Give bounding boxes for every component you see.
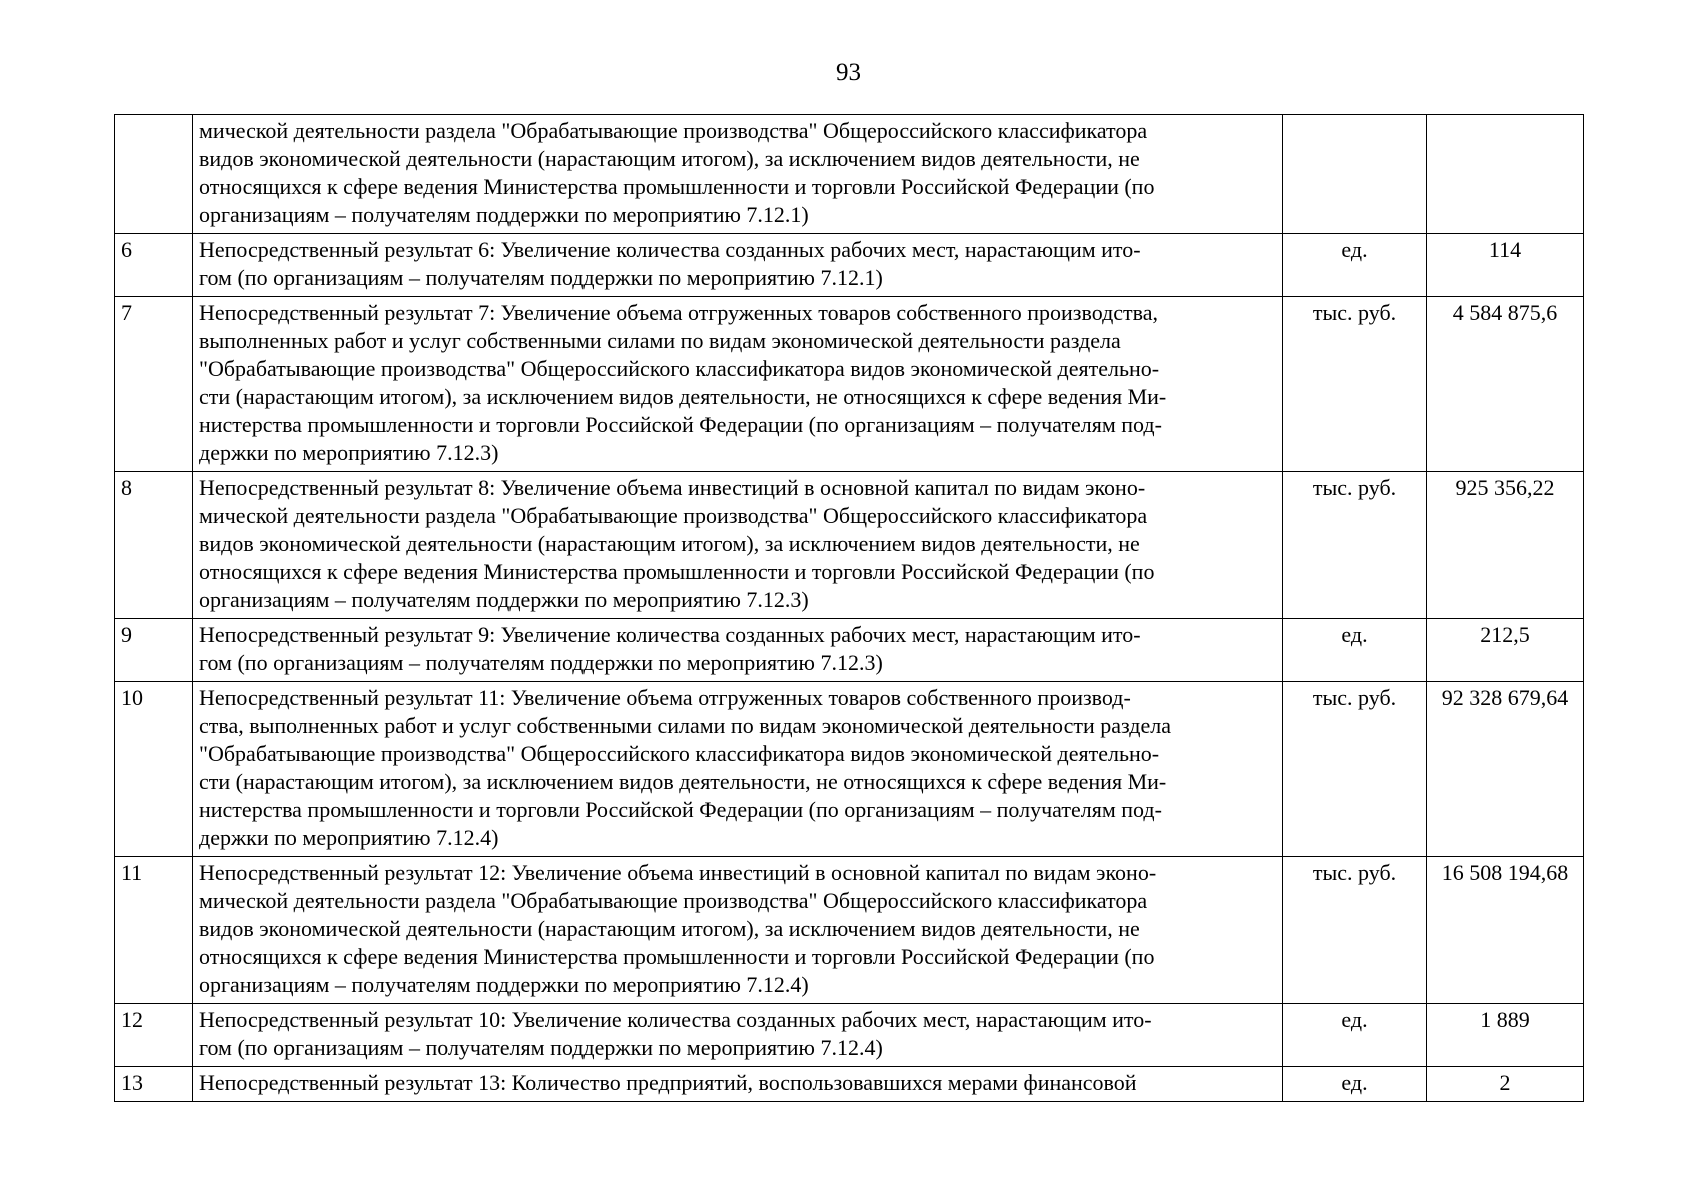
target-value: 1 889 bbox=[1427, 1004, 1584, 1067]
description-line: держки по мероприятию 7.12.3) bbox=[199, 440, 499, 465]
result-description bbox=[193, 472, 1283, 619]
row-number: 11 bbox=[115, 857, 193, 1004]
table-row bbox=[115, 857, 1584, 1004]
target-value: 114 bbox=[1427, 234, 1584, 297]
description-line: мической деятельности раздела "Обрабатывающие производства" Общероссийского классификатора bbox=[199, 888, 1148, 913]
unit-of-measure: ед. bbox=[1283, 1067, 1427, 1102]
description-line: держки по мероприятию 7.12.4) bbox=[199, 825, 499, 850]
unit-of-measure: тыс. руб. bbox=[1283, 857, 1427, 1004]
description-line: сти (нарастающим итогом), за исключением видов деятельности, не относящихся к сфере ведения Ми- bbox=[199, 769, 1167, 794]
unit-of-measure bbox=[1283, 115, 1427, 234]
result-description bbox=[193, 1004, 1283, 1067]
result-description bbox=[193, 234, 1283, 297]
description-line: гом (по организациям – получателям поддержки по мероприятию 7.12.1) bbox=[199, 265, 883, 290]
description-line: видов экономической деятельности (нарастающим итогом), за исключением видов деятельности, не bbox=[199, 531, 1140, 556]
description-line: Непосредственный результат 11: Увеличение объема отгруженных товаров собственного производ- bbox=[199, 685, 1131, 710]
description-line: видов экономической деятельности (нарастающим итогом), за исключением видов деятельности, не bbox=[199, 146, 1140, 171]
table-row bbox=[115, 1067, 1584, 1102]
description-line: Непосредственный результат 7: Увеличение объема отгруженных товаров собственного производства, bbox=[199, 300, 1159, 325]
target-value: 92 328 679,64 bbox=[1427, 682, 1584, 857]
target-value bbox=[1427, 115, 1584, 234]
description-line: Непосредственный результат 8: Увеличение объема инвестиций в основной капитал по видам эконо- bbox=[199, 475, 1146, 500]
description-line: организациям – получателям поддержки по мероприятию 7.12.1) bbox=[199, 202, 809, 227]
description-line: видов экономической деятельности (нарастающим итогом), за исключением видов деятельности, не bbox=[199, 916, 1140, 941]
table-row bbox=[115, 619, 1584, 682]
row-number: 7 bbox=[115, 297, 193, 472]
description-line: Непосредственный результат 13: Количество предприятий, воспользовавшихся мерами финансовой bbox=[199, 1070, 1137, 1095]
description-line: организациям – получателям поддержки по мероприятию 7.12.4) bbox=[199, 972, 809, 997]
description-line: нистерства промышленности и торговли Российской Федерации (по организациям – получателям под- bbox=[199, 412, 1162, 437]
table-row bbox=[115, 297, 1584, 472]
unit-of-measure: тыс. руб. bbox=[1283, 472, 1427, 619]
description-line: гом (по организациям – получателям поддержки по мероприятию 7.12.4) bbox=[199, 1035, 883, 1060]
table-row bbox=[115, 1004, 1584, 1067]
description-line: "Обрабатывающие производства" Общероссийского классификатора видов экономической деятельно- bbox=[199, 741, 1160, 766]
description-line: Непосредственный результат 6: Увеличение количества созданных рабочих мест, нарастающим ито- bbox=[199, 237, 1141, 262]
target-value: 16 508 194,68 bbox=[1427, 857, 1584, 1004]
table-row bbox=[115, 234, 1584, 297]
description-line: мической деятельности раздела "Обрабатывающие производства" Общероссийского классификатора bbox=[199, 503, 1148, 528]
target-value: 2 bbox=[1427, 1067, 1584, 1102]
unit-of-measure: тыс. руб. bbox=[1283, 682, 1427, 857]
description-line: Непосредственный результат 9: Увеличение количества созданных рабочих мест, нарастающим ито- bbox=[199, 622, 1141, 647]
unit-of-measure: тыс. руб. bbox=[1283, 297, 1427, 472]
result-description bbox=[193, 115, 1283, 234]
unit-of-measure: ед. bbox=[1283, 234, 1427, 297]
result-description bbox=[193, 1067, 1283, 1102]
description-line: Непосредственный результат 12: Увеличение объема инвестиций в основной капитал по видам эконо- bbox=[199, 860, 1157, 885]
description-line: организациям – получателям поддержки по мероприятию 7.12.3) bbox=[199, 587, 809, 612]
row-number bbox=[115, 115, 193, 234]
row-number: 6 bbox=[115, 234, 193, 297]
result-description bbox=[193, 682, 1283, 857]
page-number: 93 bbox=[836, 59, 861, 86]
description-line: сти (нарастающим итогом), за исключением видов деятельности, не относящихся к сфере ведения Ми- bbox=[199, 384, 1167, 409]
description-line: нистерства промышленности и торговли Российской Федерации (по организациям – получателям под- bbox=[199, 797, 1162, 822]
row-number: 9 bbox=[115, 619, 193, 682]
table-row bbox=[115, 472, 1584, 619]
description-line: относящихся к сфере ведения Министерства промышленности и торговли Российской Федерации (по bbox=[199, 559, 1155, 584]
target-value: 212,5 bbox=[1427, 619, 1584, 682]
description-line: относящихся к сфере ведения Министерства промышленности и торговли Российской Федерации (по bbox=[199, 944, 1155, 969]
description-line: относящихся к сфере ведения Министерства промышленности и торговли Российской Федерации (по bbox=[199, 174, 1155, 199]
results-table bbox=[114, 114, 1584, 1102]
description-line: ства, выполненных работ и услуг собственными силами по видам экономической деятельности раздела bbox=[199, 713, 1171, 738]
result-description bbox=[193, 619, 1283, 682]
target-value: 925 356,22 bbox=[1427, 472, 1584, 619]
target-value: 4 584 875,6 bbox=[1427, 297, 1584, 472]
description-line: мической деятельности раздела "Обрабатывающие производства" Общероссийского классификатора bbox=[199, 118, 1148, 143]
unit-of-measure: ед. bbox=[1283, 1004, 1427, 1067]
table-row bbox=[115, 682, 1584, 857]
unit-of-measure: ед. bbox=[1283, 619, 1427, 682]
result-description bbox=[193, 297, 1283, 472]
result-description bbox=[193, 857, 1283, 1004]
description-line: Непосредственный результат 10: Увеличение количества созданных рабочих мест, нарастающим ито- bbox=[199, 1007, 1152, 1032]
row-number: 8 bbox=[115, 472, 193, 619]
description-line: выполненных работ и услуг собственными силами по видам экономической деятельности раздела bbox=[199, 328, 1121, 353]
table-row bbox=[115, 115, 1584, 234]
row-number: 13 bbox=[115, 1067, 193, 1102]
results-table-body bbox=[115, 115, 1584, 1102]
row-number: 12 bbox=[115, 1004, 193, 1067]
description-line: гом (по организациям – получателям поддержки по мероприятию 7.12.3) bbox=[199, 650, 883, 675]
description-line: "Обрабатывающие производства" Общероссийского классификатора видов экономической деятельно- bbox=[199, 356, 1160, 381]
row-number: 10 bbox=[115, 682, 193, 857]
